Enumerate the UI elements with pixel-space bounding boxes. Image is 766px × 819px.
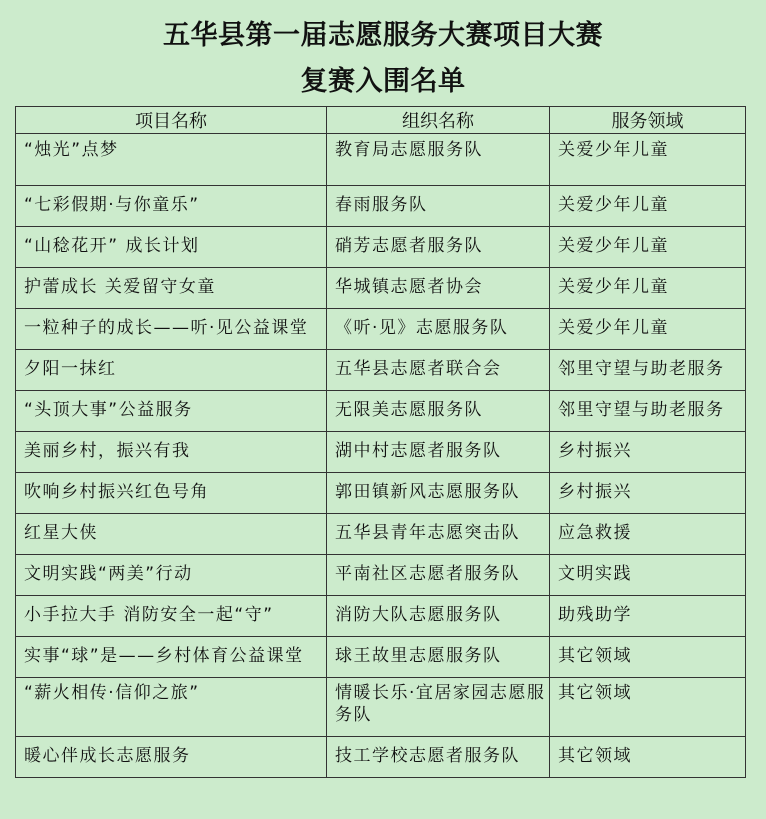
- cell-service-area: 文明实践: [550, 555, 746, 596]
- cell-service-area: 关爱少年儿童: [550, 134, 746, 186]
- cell-organization-name: 《听·见》志愿服务队: [327, 309, 550, 350]
- table-row: [16, 186, 746, 227]
- cell-service-area: 关爱少年儿童: [550, 268, 746, 309]
- cell-organization-name: 五华县志愿者联合会: [327, 350, 550, 391]
- cell-organization-name: 球王故里志愿服务队: [327, 637, 550, 678]
- header-project-name: 项目名称: [16, 107, 327, 134]
- cell-project-name: 美丽乡村，振兴有我: [16, 432, 327, 473]
- cell-project-name: “七彩假期·与你童乐”: [16, 186, 327, 227]
- cell-project-name: 文明实践“两美”行动: [16, 555, 327, 596]
- table-row: [16, 309, 746, 350]
- cell-organization-name: 硝芳志愿者服务队: [327, 227, 550, 268]
- cell-project-name: “头顶大事”公益服务: [16, 391, 327, 432]
- table-row: [16, 737, 746, 778]
- cell-service-area: 乡村振兴: [550, 432, 746, 473]
- table-row: [16, 473, 746, 514]
- table-row: [16, 268, 746, 309]
- cell-service-area: 其它领域: [550, 637, 746, 678]
- header-service-area: 服务领域: [550, 107, 746, 134]
- cell-organization-name: 春雨服务队: [327, 186, 550, 227]
- cell-service-area: 关爱少年儿童: [550, 227, 746, 268]
- table-row: [16, 350, 746, 391]
- cell-organization-name: 郭田镇新风志愿服务队: [327, 473, 550, 514]
- cell-project-name: “山稔花开” 成长计划: [16, 227, 327, 268]
- cell-organization-name: 技工学校志愿者服务队: [327, 737, 550, 778]
- cell-service-area: 助残助学: [550, 596, 746, 637]
- document-title: 五华县第一届志愿服务大赛项目大赛: [163, 20, 603, 51]
- table-header-row: [16, 107, 746, 134]
- table-body: [16, 134, 746, 778]
- cell-service-area: 关爱少年儿童: [550, 186, 746, 227]
- cell-project-name: 吹响乡村振兴红色号角: [16, 473, 327, 514]
- cell-organization-name: 五华县青年志愿突击队: [327, 514, 550, 555]
- header-organization-name: 组织名称: [327, 107, 550, 134]
- cell-organization-name: 消防大队志愿服务队: [327, 596, 550, 637]
- table-row: [16, 514, 746, 555]
- cell-project-name: “烛光”点梦: [16, 134, 327, 186]
- cell-service-area: 关爱少年儿童: [550, 309, 746, 350]
- table-row: [16, 596, 746, 637]
- cell-project-name: 实事“球”是——乡村体育公益课堂: [16, 637, 327, 678]
- cell-service-area: 其它领域: [550, 737, 746, 778]
- table-row: [16, 637, 746, 678]
- table-row: [16, 391, 746, 432]
- cell-organization-name: 平南社区志愿者服务队: [327, 555, 550, 596]
- cell-organization-name: 教育局志愿服务队: [327, 134, 550, 186]
- cell-project-name: “薪火相传·信仰之旅”: [16, 678, 327, 737]
- table-row: [16, 555, 746, 596]
- table-row: [16, 432, 746, 473]
- cell-service-area: 邻里守望与助老服务: [550, 391, 746, 432]
- cell-project-name: 护蕾成长 关爱留守女童: [16, 268, 327, 309]
- table-row: [16, 227, 746, 268]
- cell-organization-name: 情暖长乐·宜居家园志愿服务队: [327, 678, 550, 737]
- cell-project-name: 一粒种子的成长——听·见公益课堂: [16, 309, 327, 350]
- cell-service-area: 应急救援: [550, 514, 746, 555]
- finalist-table: [15, 106, 746, 778]
- document-subtitle: 复赛入围名单: [300, 66, 466, 97]
- cell-project-name: 小手拉大手 消防安全一起“守”: [16, 596, 327, 637]
- cell-project-name: 夕阳一抹红: [16, 350, 327, 391]
- cell-project-name: 暖心伴成长志愿服务: [16, 737, 327, 778]
- table-row: [16, 678, 746, 737]
- cell-organization-name: 无限美志愿服务队: [327, 391, 550, 432]
- cell-service-area: 其它领域: [550, 678, 746, 737]
- table-row: [16, 134, 746, 186]
- cell-organization-name: 华城镇志愿者协会: [327, 268, 550, 309]
- cell-project-name: 红星大侠: [16, 514, 327, 555]
- cell-organization-name: 湖中村志愿者服务队: [327, 432, 550, 473]
- cell-service-area: 邻里守望与助老服务: [550, 350, 746, 391]
- cell-service-area: 乡村振兴: [550, 473, 746, 514]
